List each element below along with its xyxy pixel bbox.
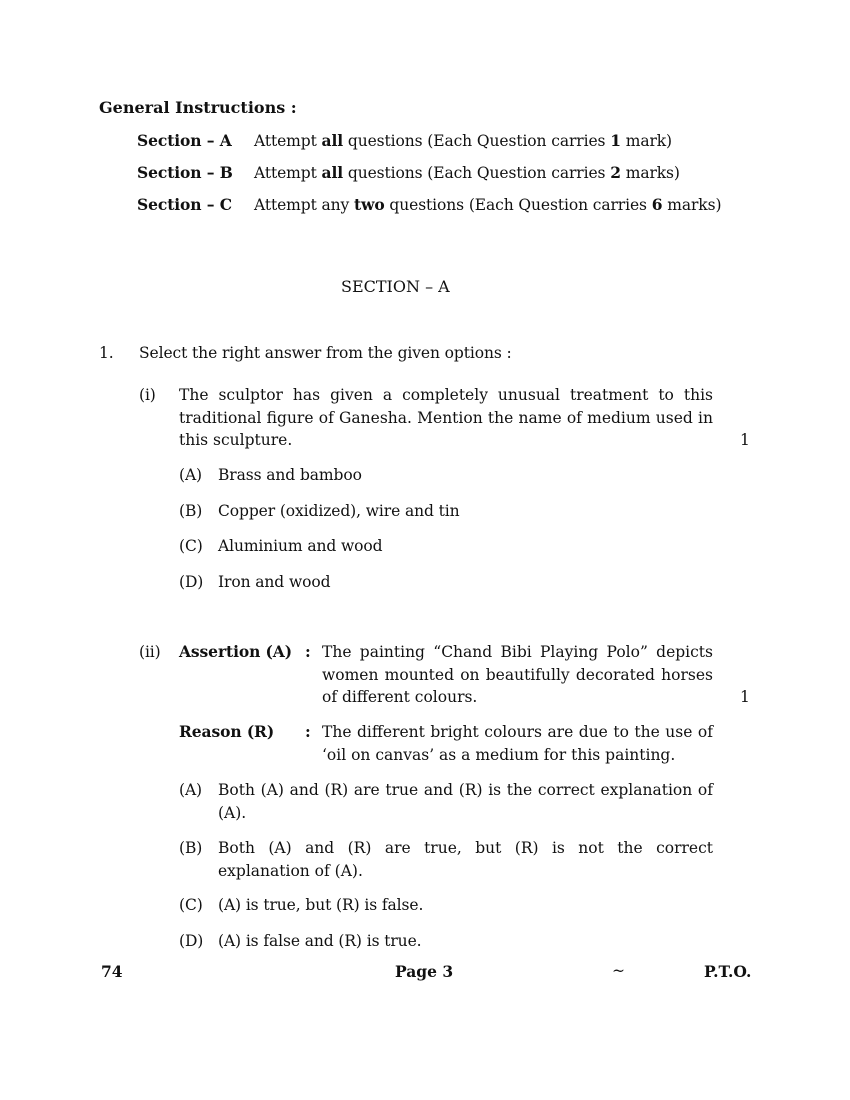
option-letter: (B) [179, 839, 203, 857]
option-text: Both (A) and (R) are true and (R) is the correct explanation of (A). [218, 781, 713, 822]
part-ii-label: (ii) [139, 643, 161, 661]
option-letter: (B) [179, 502, 203, 520]
option-letter: (C) [179, 537, 203, 555]
part-i-label: (i) [139, 386, 156, 404]
instruction-row-c [137, 194, 232, 216]
section-title: SECTION – A [341, 277, 450, 296]
instruction-text-c: Attempt any two questions (Each Question carries 6 marks) [254, 195, 722, 214]
option-text: (A) is true, but (R) is false. [218, 896, 424, 914]
option-letter: (D) [179, 573, 204, 591]
option-letter: (A) [179, 781, 202, 799]
instruction-section-label: Section – B [137, 163, 233, 182]
option-letter: (A) [179, 466, 202, 484]
reason-colon: : [305, 722, 311, 741]
assertion-text: The painting “Chand Bibi Playing Polo” depicts women mounted on beautifully decorated horses of different colours. [322, 643, 713, 706]
option-letter: (D) [179, 932, 204, 950]
assertion-colon: : [305, 642, 311, 661]
part-ii-marks: 1 [740, 688, 750, 706]
part-i-text: The sculptor has given a completely unusual treatment to this traditional figure of Ganesha. Mention the name of medium used in this sculpture. [179, 386, 713, 449]
part-i-marks: 1 [740, 431, 750, 449]
instruction-row-a [137, 130, 232, 152]
instruction-section-label: Section – A [137, 131, 232, 150]
option-text: Iron and wood [218, 573, 331, 591]
assertion-label: Assertion (A) [179, 642, 292, 661]
option-text: (A) is false and (R) is true. [218, 932, 422, 950]
reason-text: The different bright colours are due to the use of ‘oil on canvas’ as a medium for this painting. [322, 723, 713, 764]
tilde-mark: ~ [612, 962, 625, 980]
option-text: Copper (oxidized), wire and tin [218, 502, 460, 520]
option-text: Brass and bamboo [218, 466, 362, 484]
instruction-row-b [137, 162, 233, 184]
pto-label: P.T.O. [704, 962, 752, 981]
question-text: Select the right answer from the given options : [139, 344, 512, 362]
paper-code: 74 [101, 962, 123, 981]
question-number: 1. [99, 344, 114, 362]
reason-label: Reason (R) [179, 722, 275, 741]
instruction-text-a: Attempt all questions (Each Question carries 1 mark) [254, 131, 673, 150]
instruction-text-b: Attempt all questions (Each Question carries 2 marks) [254, 163, 680, 182]
option-text: Aluminium and wood [218, 537, 383, 555]
option-letter: (C) [179, 896, 203, 914]
instructions-title: General Instructions : [99, 98, 297, 117]
page-number: Page 3 [395, 962, 454, 981]
instruction-section-label: Section – C [137, 195, 232, 214]
option-text: Both (A) and (R) are true, but (R) is not the correct explanation of (A). [218, 839, 713, 880]
